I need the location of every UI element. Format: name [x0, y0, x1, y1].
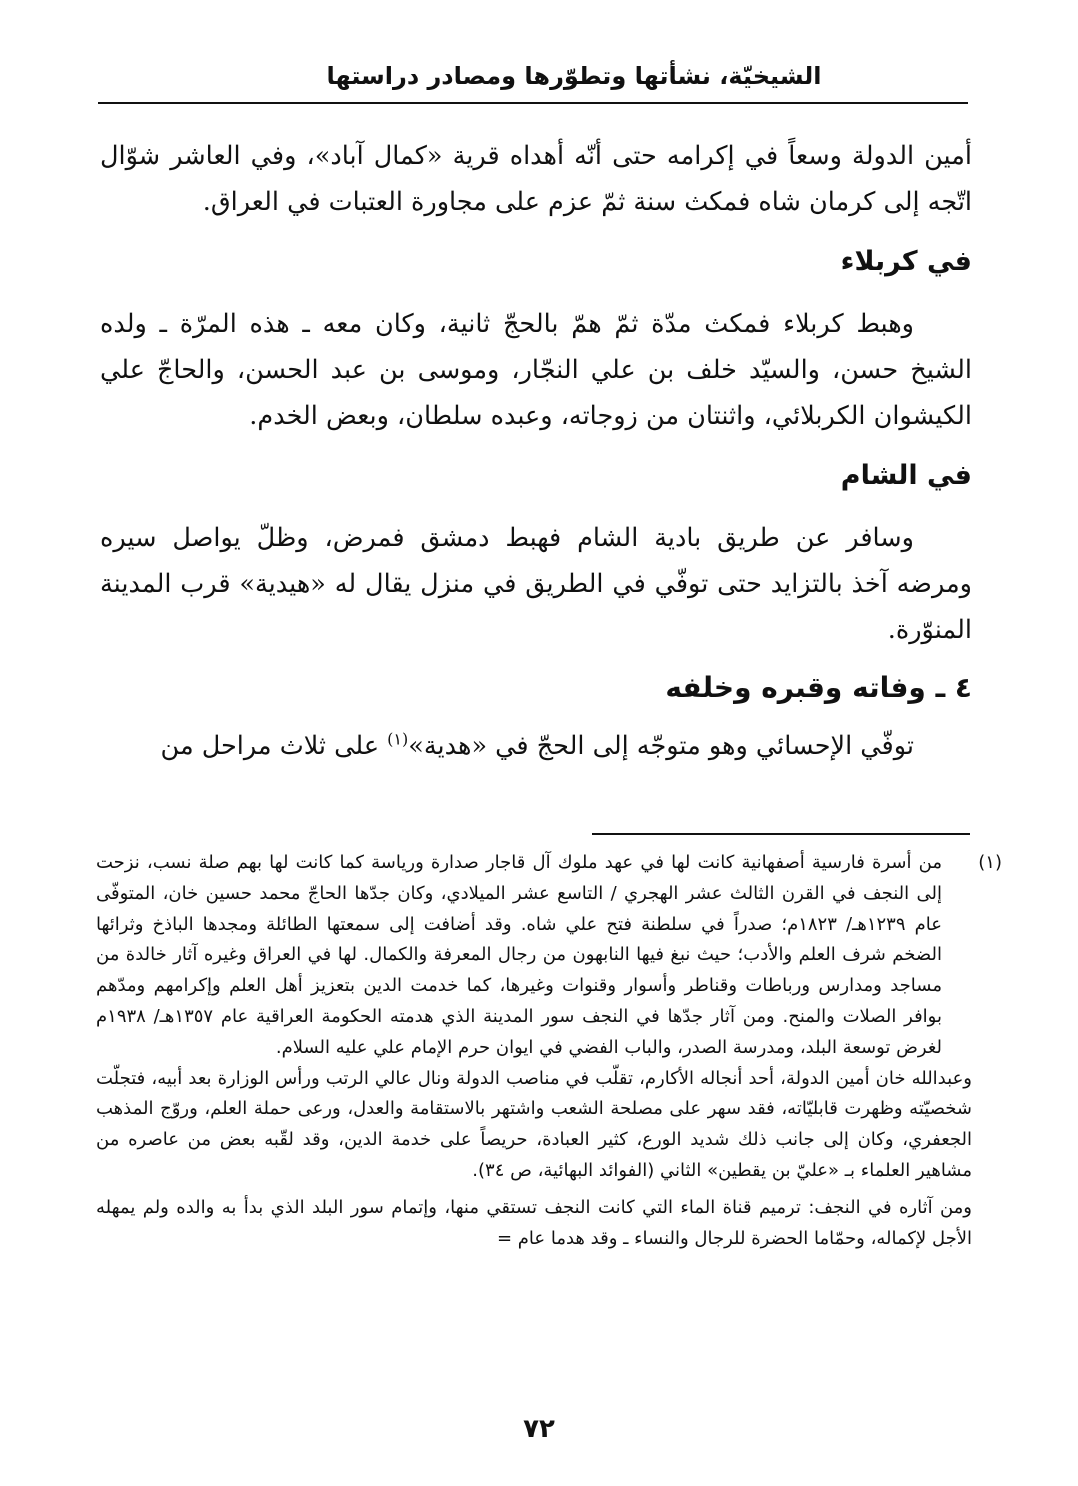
karbala-paragraph: وهبط كربلاء فمكث مدّة ثمّ همّ بالحجّ ثانية، وكان معه ـ هذه المرّة ـ ولده الشيخ حسن، والسيّد خلف بن علي النجّار، وموسى بن عبد الحسن، والحاجّ علي الكيشوان الكربلائي، واثنتان من زوجاته، وعبده سلطان، وبعض الخدم. [100, 309, 972, 431]
sham-heading: في الشام [840, 460, 972, 491]
main-text [100, 133, 972, 769]
footnote-1 [96, 848, 1002, 1064]
intro-paragraph: أمين الدولة وسعاً في إكرامه حتى أنّه أهداه قرية «كمال آباد»، وفي العاشر شوّال اتّجه إلى كرمان شاه فمكث سنة ثمّ عزم على مجاورة العتبات في العراق. [100, 141, 972, 217]
footnote-1-number: (١) [978, 852, 1002, 873]
page-number: ٧٢ [523, 1414, 555, 1444]
running-header: الشيخيّة، نشأتها وتطوّرها ومصادر دراستها [326, 62, 822, 90]
death-heading: ٤ ـ وفاته وقبره وخلفه [665, 671, 972, 704]
header-rule [98, 102, 968, 104]
footnote-1-paragraph-2: وعبدالله خان أمين الدولة، أحد أنجاله الأكارم، تقلّب في مناصب الدولة ونال عالي الرتب ورأس الوزارة بعد أبيه، فتجلّت شخصيّته وظهرت قابليّاته، فقد سهر على مصلحة الشعب واشتهر بالاستقامة والعدل، ورعى حملة العلم، وروّج المذهب الجعفري، وكان إلى جانب ذلك شديد الورع، كثير العبادة، حريصاً على خدمة الدين، وقد لقّبه بعض من عاصره من مشاهير العلماء بـ «عليّ بن يقطين» الثاني (الفوائد البهائية، ص ٣٤). [96, 1067, 972, 1181]
death-paragraph [100, 723, 972, 769]
footnote-reference: (١) [387, 729, 409, 749]
sham-paragraph: وسافر عن طريق بادية الشام فهبط دمشق فمرض، وظلّ يواصل سيره ومرضه آخذ بالتزايد حتى توفّي في الطريق في منزل يقال له «هيدية» قرب المدينة المنوّرة. [100, 523, 972, 645]
death-paragraph-tail: على ثلاث مراحل من [160, 731, 388, 761]
death-paragraph-text: توفّي الإحسائي وهو متوجّه إلى الحجّ في «هدية» [408, 731, 914, 761]
footnote-rule [592, 833, 970, 835]
karbala-heading: في كربلاء [840, 246, 972, 277]
footnotes [96, 848, 1002, 1254]
footnote-1-text: من أسرة فارسية أصفهانية كانت لها في عهد ملوك آل قاجار صدارة ورياسة كما كانت لها بهم صلة نسب، نزحت إلى النجف في القرن الثالث عشر الهجري / التاسع عشر الميلادي، وكان جدّها الحاجّ محمد حسين خان، المتوفّى عام ١٢٣٩هـ/ ١٨٢٣م؛ صدراً في سلطنة فتح علي شاه. وقد أضافت إلى سمعتها الطائلة ومجدها الباذخ وثرائها الضخم شرف العلم والأدب؛ حيث نبغ فيها النابهون من رجال المعرفة والكمال. لها في العراق وغيره آثار خالدة من مساجد ومدارس ورباطات وقناطر وأسوار وقنوات وغيرها، كما خدمت الدين بتعزيز أهل العلم وإكرامهم ومدّهم بوافر الصلات والمنح. ومن آثار جدّها في النجف سور المدينة الذي هدمته الحكومة العراقية عام ١٣٥٧هـ/ ١٩٣٨م لغرض توسعة البلد، ومدرسة الصدر، والباب الفضي في ايوان حرم الإمام علي عليه السلام. [96, 852, 942, 1058]
footnote-1-paragraph-3: ومن آثاره في النجف: ترميم قناة الماء التي كانت النجف تستقي منها، وإتمام سور البلد الذي بدأ به والده ولم يمهله الأجل لإكماله، وحمّاما الحضرة للرجال والنساء ـ وقد هدما عام = [96, 1196, 972, 1249]
